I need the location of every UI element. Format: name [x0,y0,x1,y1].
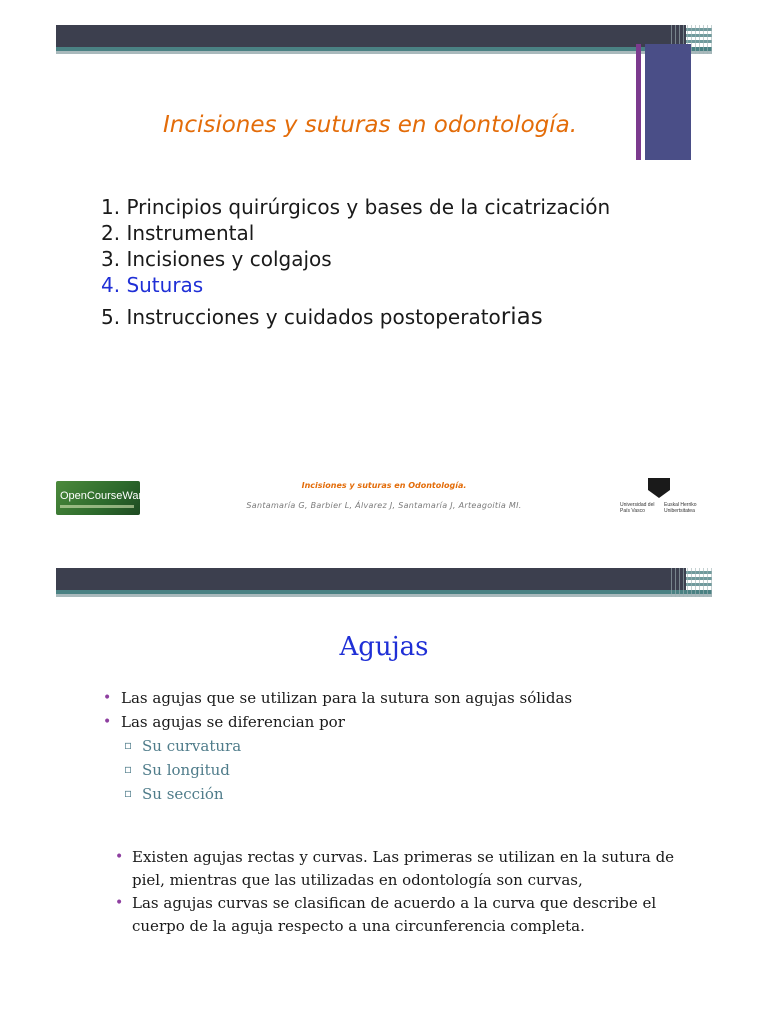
sub-bullet-list [124,734,241,806]
toc-item [101,304,610,330]
sub-bullet-item: ▫ Su curvatura [124,734,241,758]
slide-2 [0,560,768,1024]
accent-bar-blue [645,44,691,160]
table-of-contents [101,194,610,330]
university-name-es: Universidad del País Vasco [620,502,655,514]
toc-item: 2. Instrumental [101,221,255,245]
toc-item: 1. Principios quirúrgicos y bases de la cicatrización [101,195,611,219]
sub-bullet-item: ▫ Su sección [124,782,241,806]
slide-footer [0,478,768,518]
slide-header-bar [56,25,712,55]
bullet-item: • Las agujas curvas se clasifican de acuerdo a la curva que describe el cuerpo de la aguja respecto a una circunferencia completa. [115,892,695,938]
sub-bullet-item: ▫ Su longitud [124,758,241,782]
logo-text: OpenCourseWare [60,490,149,502]
university-crest-icon [648,478,670,498]
toc-item-text: 5. Instrucciones y cuidados postoperato [101,305,501,329]
university-logo [620,478,700,516]
accent-bar-purple [636,44,641,160]
slide-title: Incisiones y suturas en odontología. [162,112,578,138]
university-name-eu: Euskal Herriko Unibertsitatea [664,502,697,514]
footer-title: Incisiones y suturas en Odontología. [301,481,467,490]
bullet-item: • Existen agujas rectas y curvas. Las primeras se utilizan en la sutura de piel, mientras que las utilizadas en odontología son curvas, [115,846,695,892]
toc-item-active: 4. Suturas [101,273,204,297]
toc-item-text-large: rias [500,304,543,330]
toc-item: 3. Incisiones y colgajos [101,247,332,271]
slide-header-bar [56,568,712,598]
bullet-item: • Las agujas que se utilizan para la sutura son agujas sólidas [103,686,572,710]
slide-title: Agujas [339,632,429,662]
bullet-item: • Las agujas se diferencian por [103,710,572,734]
footer-authors: Santamaría G, Barbier L, Álvarez J, Santamaría J, Arteagoitia MI. [246,501,522,510]
bullet-list-secondary [115,846,695,938]
bullet-list [103,686,572,734]
